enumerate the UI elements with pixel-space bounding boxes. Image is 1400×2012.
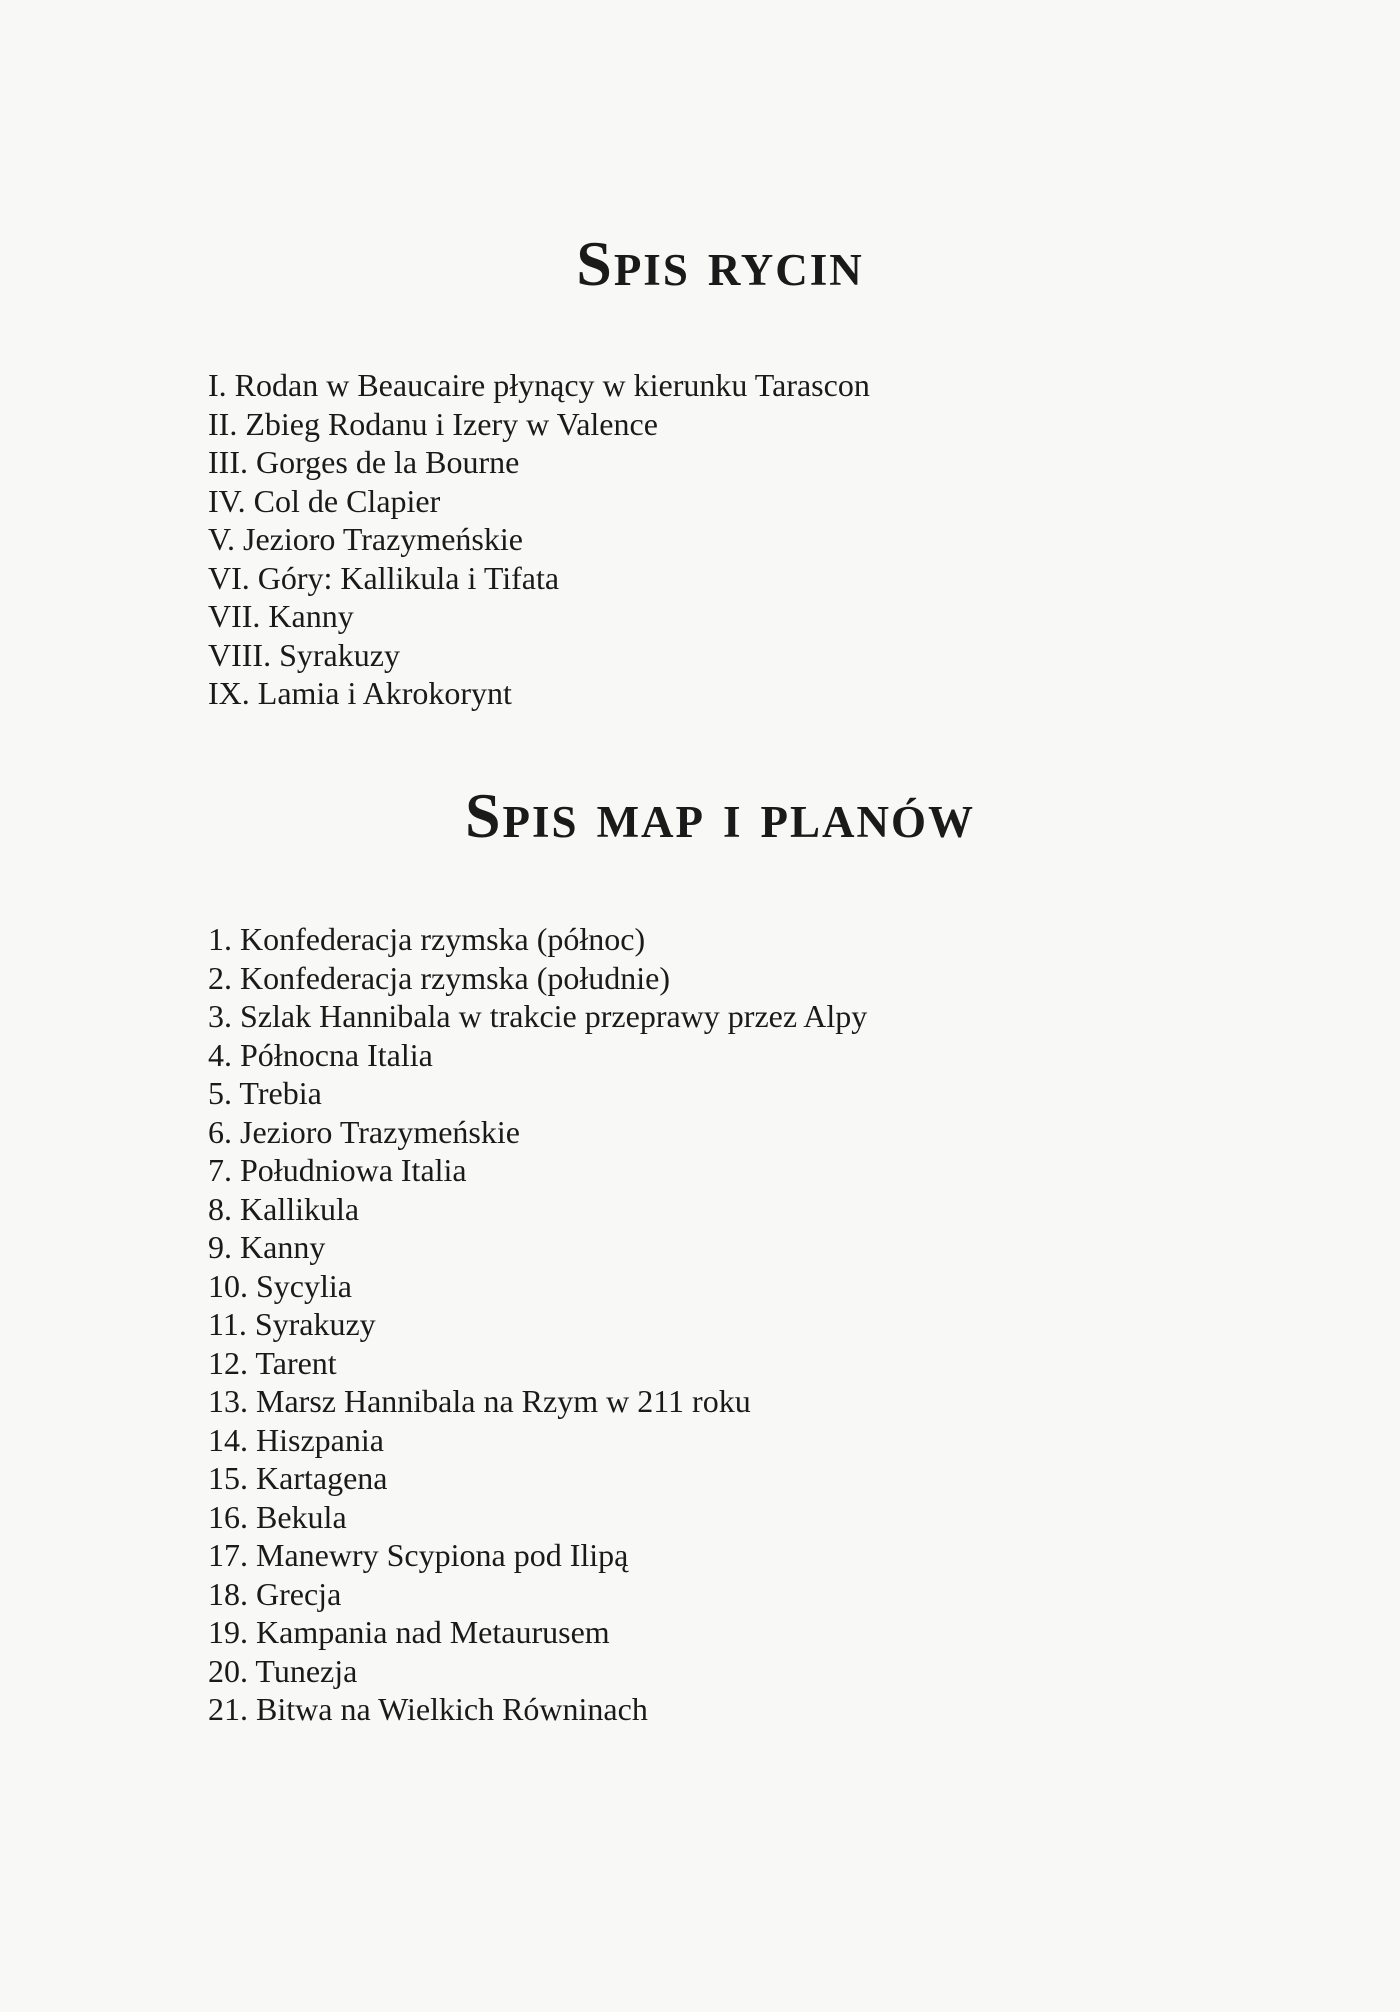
list-item: II. Zbieg Rodanu i Izery w Valence	[208, 405, 658, 442]
list-item: 7. Południowa Italia	[208, 1152, 467, 1188]
list-item: III. Gorges de la Bourne	[208, 444, 520, 480]
list-item: 2. Konfederacja rzymska (południe)	[208, 959, 671, 996]
list-item: 18. Grecja	[208, 1575, 342, 1612]
list-item: 8. Kallikula	[208, 1190, 360, 1227]
list-item: 3. Szlak Hannibala w trakcie przeprawy przez Alpy	[208, 998, 868, 1034]
list-item: 9. Kanny	[208, 1229, 326, 1265]
list-item: V. Jezioro Trazymeńskie	[208, 521, 523, 557]
list-item: IV. Col de Clapier	[208, 482, 441, 519]
list-item: 13. Marsz Hannibala na Rzym w 211 roku	[208, 1383, 751, 1419]
list-item: 1. Konfederacja rzymska (północ)	[208, 921, 646, 957]
list-item: 16. Bekula	[208, 1498, 347, 1535]
list-item: VI. Góry: Kallikula i Tifata	[208, 559, 560, 596]
list-item: I. Rodan w Beaucaire płynący w kierunku Tarascon	[208, 367, 870, 403]
section-heading-illustrations: Spis rycin	[576, 228, 864, 299]
list-item: 20. Tunezja	[208, 1652, 358, 1689]
section-heading-maps: Spis map i planów	[464, 780, 976, 851]
list-item: VII. Kanny	[208, 598, 354, 634]
list-item: 4. Północna Italia	[208, 1036, 433, 1073]
list-item: 19. Kampania nad Metaurusem	[208, 1614, 610, 1650]
list-item: 12. Tarent	[208, 1344, 337, 1381]
list-item: VIII. Syrakuzy	[208, 636, 400, 673]
list-item: 21. Bitwa na Wielkich Równinach	[208, 1691, 648, 1727]
list-item: IX. Lamia i Akrokorynt	[208, 675, 512, 711]
list-item: 17. Manewry Scypiona pod Ilipą	[208, 1537, 629, 1573]
list-item: 10. Sycylia	[208, 1267, 352, 1304]
list-item: 15. Kartagena	[208, 1460, 388, 1496]
illustrations-list	[208, 366, 870, 713]
list-item: 6. Jezioro Trazymeńskie	[208, 1113, 520, 1150]
list-item: 14. Hiszpania	[208, 1421, 384, 1458]
list-item: 11. Syrakuzy	[208, 1306, 376, 1342]
maps-list	[208, 920, 867, 1729]
list-item: 5. Trebia	[208, 1075, 322, 1111]
